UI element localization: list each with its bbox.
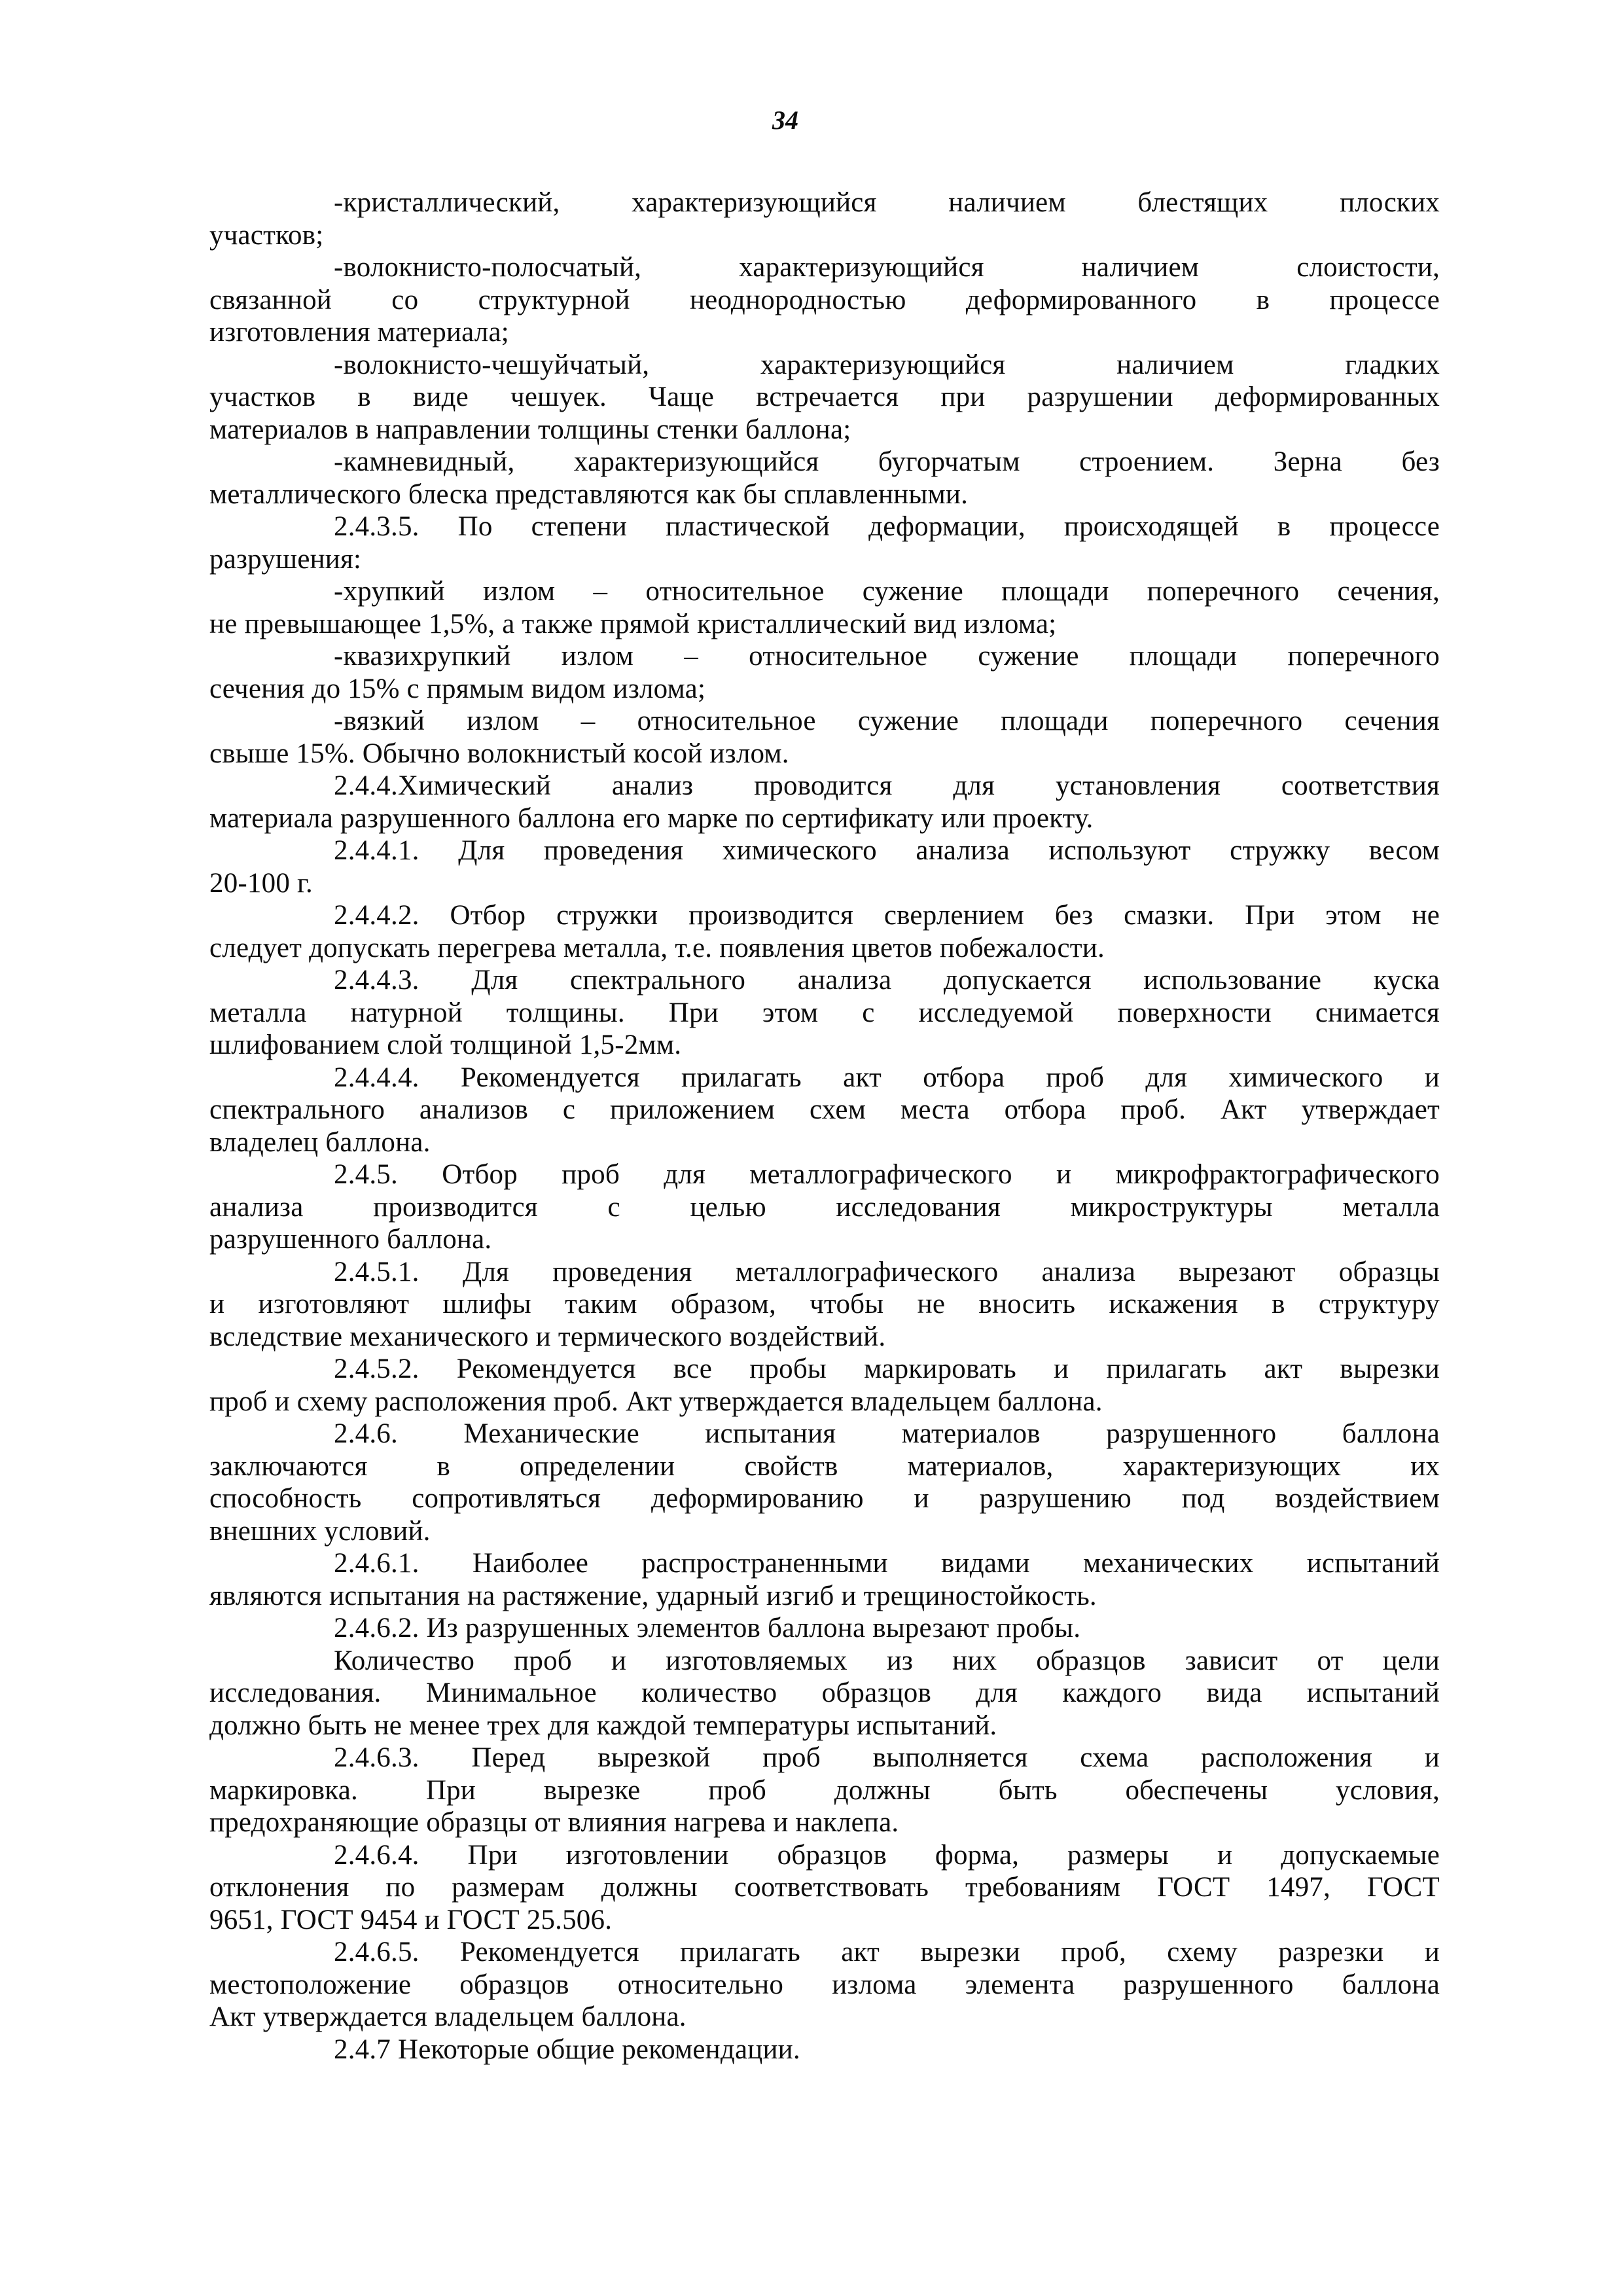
text-line: анализа производится с целью исследования микроструктуры металла <box>209 1191 1440 1223</box>
text-line: -квазихрупкий излом – относительное сужение площади поперечного <box>334 641 1440 672</box>
text-line: -хрупкий излом – относительное сужение площади поперечного сечения, <box>334 576 1440 607</box>
text-line: 2.4.5.2. Рекомендуется все пробы маркировать и прилагать акт вырезки <box>334 1354 1440 1384</box>
text-line: 20-100 г. <box>209 867 313 899</box>
text-line: разрушенного баллона. <box>209 1224 492 1255</box>
text-line: шлифованием слой толщиной 1,5-2мм. <box>209 1030 682 1060</box>
text-line: 2.4.4.1. Для проведения химического анализа используют стружку весом <box>334 835 1440 866</box>
text-line: 2.4.4.3. Для спектрального анализа допускается использование куска <box>334 965 1440 996</box>
text-line: являются испытания на растяжение, ударный изгиб и трещиностойкость. <box>209 1580 1097 1611</box>
text-line: заключаются в определении свойств материалов, характеризующих их <box>209 1450 1440 1482</box>
text-line: -волокнисто-чешуйчатый, характеризующийся наличием гладких <box>334 349 1440 380</box>
text-line: 2.4.6.2. Из разрушенных элементов баллона вырезают пробы. <box>334 1613 1081 1643</box>
text-line: 2.4.4.2. Отбор стружки производится сверлением без смазки. При этом не <box>334 900 1440 931</box>
text-line: 2.4.6.3. Перед вырезкой проб выполняется схема расположения и <box>334 1742 1440 1773</box>
document-body <box>209 187 1440 2066</box>
text-line: металлического блеска представляются как бы сплавленными. <box>209 478 969 510</box>
text-line: участков в виде чешуек. Чаще встречается при разрушении деформированных <box>209 382 1440 412</box>
text-line: должно быть не менее трех для каждой температуры испытаний. <box>209 1710 997 1741</box>
text-line: спектрального анализов с приложением схем места отбора проб. Акт утверждает <box>209 1094 1440 1125</box>
text-line: участков; <box>209 219 324 251</box>
text-line: Количество проб и изготовляемых из них образцов зависит от цели <box>334 1645 1440 1676</box>
text-line: свыше 15%. Обычно волокнистый косой излом. <box>209 738 789 769</box>
text-line: -вязкий излом – относительное сужение площади поперечного сечения <box>334 706 1440 736</box>
page-number: 34 <box>772 105 798 135</box>
text-line: -камневидный, характеризующийся бугорчатым строением. Зерна без <box>334 446 1440 477</box>
text-line: металла натурной толщины. При этом с исследуемой поверхности снимается <box>209 997 1440 1028</box>
text-line: 2.4.6.5. Рекомендуется прилагать акт вырезки проб, схему разрезки и <box>334 1937 1440 1967</box>
text-line: 2.4.7 Некоторые общие рекомендации. <box>334 2034 800 2065</box>
text-line: Акт утверждается владельцем баллона. <box>209 2001 687 2032</box>
text-line: проб и схему расположения проб. Акт утверждается владельцем баллона. <box>209 1386 1103 1417</box>
text-line: разрушения: <box>209 543 362 575</box>
text-line: местоположение образцов относительно излома элемента разрушенного баллона <box>209 1969 1440 2000</box>
text-line: владелец баллона. <box>209 1126 431 1158</box>
text-line: -волокнисто-полосчатый, характеризующийся наличием слоистости, <box>334 252 1440 283</box>
text-line: следует допускать перегрева металла, т.е. появления цветов побежалости. <box>209 932 1105 963</box>
text-line: вследствие механического и термического воздействий. <box>209 1321 886 1352</box>
text-line: материала разрушенного баллона его марке по сертификату или проекту. <box>209 802 1094 834</box>
text-line: -кристаллический, характеризующийся наличием блестящих плоских <box>334 187 1440 218</box>
text-line: материалов в направлении толщины стенки баллона; <box>209 414 851 445</box>
text-line: предохраняющие образцы от влияния нагрева и наклепа. <box>209 1807 899 1838</box>
text-line: и изготовляют шлифы таким образом, чтобы не вносить искажения в структуру <box>209 1289 1440 1319</box>
text-line: маркировка. При вырезке проб должны быть обеспечены условия, <box>209 1774 1440 1806</box>
text-line: 2.4.6.4. При изготовлении образцов форма, размеры и допускаемые <box>334 1839 1440 1871</box>
text-line: связанной со структурной неоднородностью деформированного в процессе <box>209 284 1440 315</box>
text-line: 2.4.5. Отбор проб для металлографического и микрофрактографического <box>334 1159 1440 1190</box>
text-line: 2.4.6. Механические испытания материалов разрушенного баллона <box>334 1418 1440 1449</box>
text-line: 2.4.5.1. Для проведения металлографического анализа вырезают образцы <box>334 1256 1440 1287</box>
text-line: 2.4.6.1. Наиболее распространенными видами механических испытаний <box>334 1548 1440 1579</box>
text-line: не превышающее 1,5%, а также прямой кристаллический вид излома; <box>209 608 1057 639</box>
text-line: отклонения по размерам должны соответствовать требованиям ГОСТ 1497, ГОСТ <box>209 1872 1440 1903</box>
text-line: 2.4.4.Химический анализ проводится для установления соответствия <box>334 770 1440 801</box>
text-line: внешних условий. <box>209 1515 431 1547</box>
text-line: 2.4.3.5. По степени пластической деформации, происходящей в процессе <box>334 511 1440 542</box>
text-line: исследования. Минимальное количество образцов для каждого вида испытаний <box>209 1677 1440 1708</box>
text-line: способность сопротивляться деформированию и разрушению под воздействием <box>209 1483 1440 1514</box>
text-line: 2.4.4.4. Рекомендуется прилагать акт отбора проб для химического и <box>334 1062 1440 1093</box>
text-line: 9651, ГОСТ 9454 и ГОСТ 25.506. <box>209 1904 613 1935</box>
text-line: изготовления материала; <box>209 317 509 348</box>
text-line: сечения до 15% с прямым видом излома; <box>209 673 706 704</box>
